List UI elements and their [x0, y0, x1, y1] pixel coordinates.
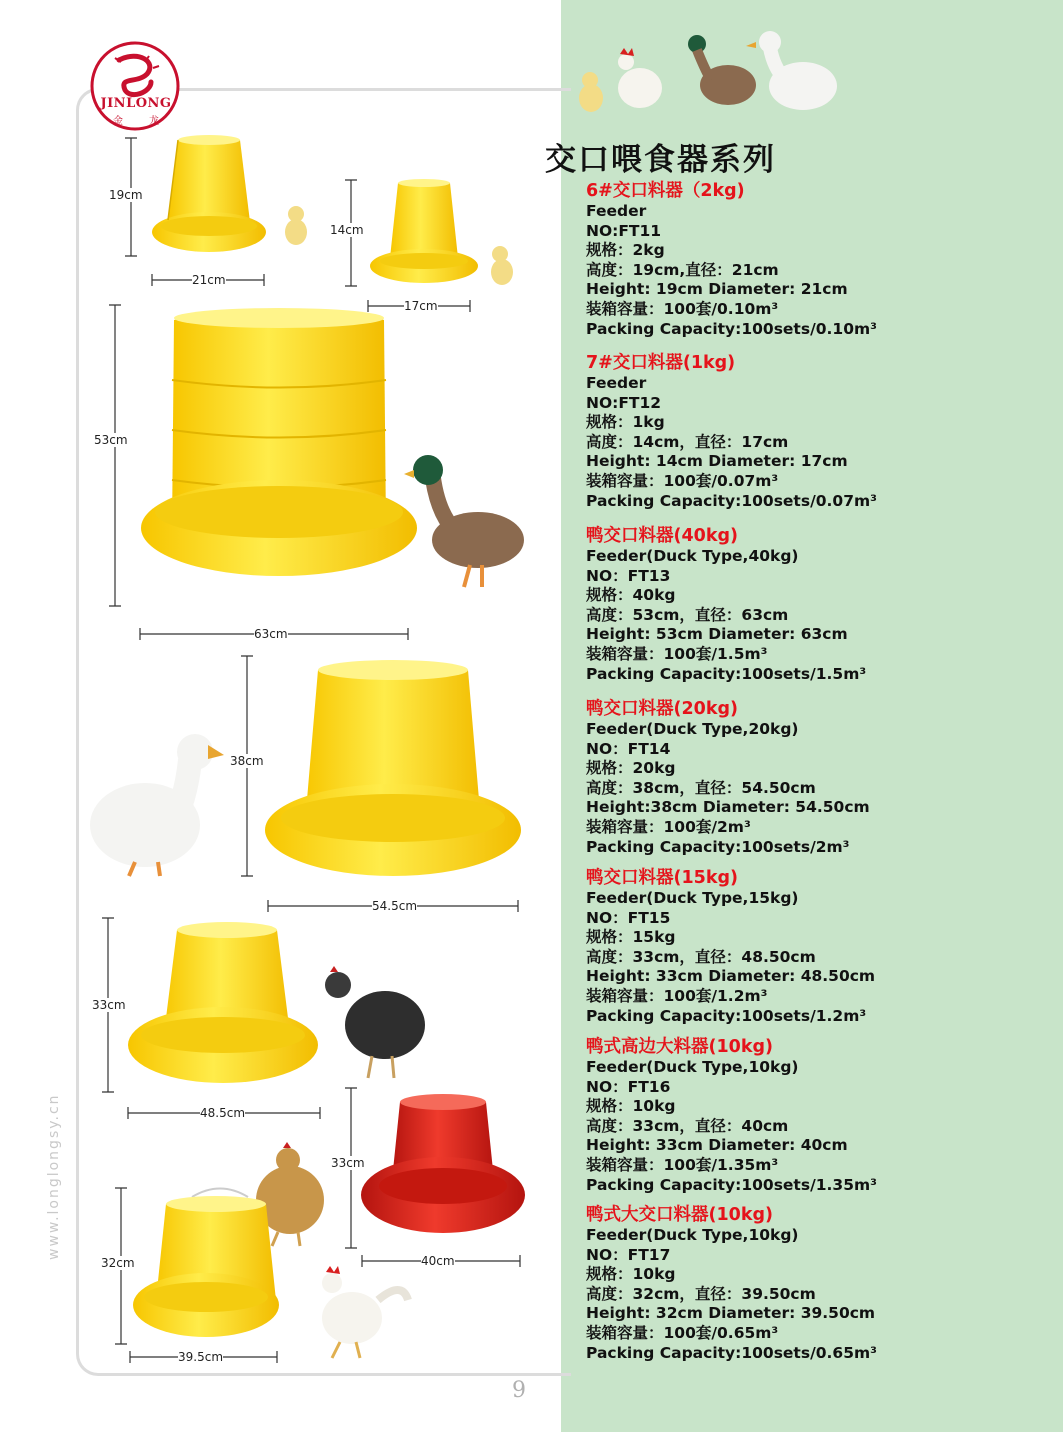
- spec-line: 规格：1kg: [586, 413, 665, 432]
- product-name: 鸭交口料器(40kg): [586, 526, 739, 546]
- dim-label-ft14-height: 38cm: [230, 754, 264, 768]
- dim-label-ft13-diameter: 63cm: [254, 627, 288, 641]
- spec-line: 高度：53cm，直径：63cm: [586, 605, 789, 624]
- spec-block-ft16: [586, 1037, 877, 1195]
- dim-label-ft12-diameter: 17cm: [404, 299, 438, 313]
- spec-line: Height: 32cm Diameter: 39.50cm: [586, 1304, 876, 1323]
- spec-line: 装箱容量：100套/1.35m³: [586, 1155, 779, 1174]
- dim-label-ft11-diameter: 21cm: [192, 273, 226, 287]
- spec-line: 规格：2kg: [586, 241, 665, 260]
- duck-mallard: [404, 455, 524, 587]
- dim-label-ft14-diameter: 54.5cm: [372, 899, 418, 913]
- website-url: www.longlongsy.cn: [46, 1093, 62, 1260]
- spec-line: 规格：15kg: [586, 928, 676, 947]
- feeder-ft16: [361, 1094, 525, 1233]
- spec-line: 高度：38cm，直径：54.50cm: [586, 778, 816, 797]
- dim-label-ft17-diameter: 39.5cm: [178, 1350, 224, 1364]
- spec-block-ft17: [586, 1205, 877, 1363]
- spec-block-ft12: [586, 353, 877, 511]
- spec-line: Feeder: [586, 374, 647, 392]
- header-birds: [579, 31, 837, 112]
- logo-cn-char: 金: [113, 116, 123, 127]
- dim-label-ft12-height: 14cm: [330, 223, 364, 237]
- chick-1: [285, 206, 307, 245]
- spec-line: Feeder: [586, 202, 647, 220]
- spec-line: 规格：10kg: [586, 1265, 676, 1284]
- product-name: 鸭式大交口料器(10kg): [586, 1205, 774, 1225]
- spec-line: 规格：20kg: [586, 759, 676, 778]
- spec-line: 规格：40kg: [586, 586, 676, 605]
- spec-block-ft15: [586, 868, 875, 1026]
- product-name: 7#交口料器(1kg): [586, 353, 736, 373]
- spec-line: Height: 19cm Diameter: 21cm: [586, 280, 848, 299]
- dim-label-ft15-height: 33cm: [92, 998, 126, 1012]
- spec-line: Packing Capacity:100sets/2m³: [586, 837, 850, 856]
- feeder-ft11: [152, 135, 266, 252]
- product-name: 鸭交口料器(15kg): [586, 868, 739, 888]
- logo-brand-text: JINLONG: [100, 96, 172, 111]
- hen-dark: [325, 966, 425, 1078]
- spec-line: Packing Capacity:100sets/1.5m³: [586, 664, 867, 683]
- feeder-ft17: [133, 1189, 279, 1338]
- feeder-ft13: [141, 308, 417, 576]
- spec-block-ft11: [586, 181, 877, 339]
- feeder-ft12: [370, 179, 478, 283]
- spec-line: Height: 53cm Diameter: 63cm: [586, 625, 848, 644]
- spec-line: NO:FT11: [586, 221, 662, 240]
- spec-line: Packing Capacity:100sets/0.10m³: [586, 319, 877, 338]
- product-name: 鸭式高边大料器(10kg): [586, 1037, 774, 1057]
- logo-cn-char: 龙: [149, 116, 159, 127]
- spec-line: Packing Capacity:100sets/1.2m³: [586, 1006, 867, 1025]
- spec-line: NO:FT12: [586, 393, 662, 412]
- spec-line: Feeder(Duck Type,10kg): [586, 1226, 799, 1244]
- spec-line: NO：FT13: [586, 566, 671, 585]
- product-name: 6#交口料器（2kg): [586, 181, 745, 201]
- spec-line: 高度：33cm，直径：40cm: [586, 1116, 789, 1135]
- dim-label-ft16-diameter: 40cm: [421, 1254, 455, 1268]
- feeder-ft14: [265, 660, 521, 876]
- spec-line: 装箱容量：100套/1.2m³: [586, 986, 768, 1005]
- spec-line: Feeder(Duck Type,10kg): [586, 1058, 799, 1076]
- spec-line: NO：FT15: [586, 908, 671, 927]
- spec-block-ft14: [586, 699, 870, 857]
- spec-line: 规格：10kg: [586, 1097, 676, 1116]
- section-title: 交口喂食器系列: [545, 142, 776, 178]
- spec-line: Height: 14cm Diameter: 17cm: [586, 452, 848, 471]
- spec-line: Feeder(Duck Type,15kg): [586, 889, 799, 907]
- product-name: 鸭交口料器(20kg): [586, 699, 739, 719]
- spec-line: Feeder(Duck Type,40kg): [586, 547, 799, 565]
- feeder-ft15: [128, 922, 318, 1083]
- spec-line: Height:38cm Diameter: 54.50cm: [586, 798, 870, 817]
- dim-label-ft17-height: 32cm: [101, 1256, 135, 1270]
- spec-line: Packing Capacity:100sets/0.07m³: [586, 491, 877, 510]
- rooster-white: [322, 1266, 408, 1358]
- dim-label-ft11-height: 19cm: [109, 188, 143, 202]
- dim-label-ft16-height: 33cm: [331, 1156, 365, 1170]
- duck-white: [90, 734, 224, 876]
- page-number: 9: [512, 1378, 526, 1403]
- spec-line: 装箱容量：100套/0.07m³: [586, 471, 779, 490]
- spec-block-ft13: [586, 526, 866, 684]
- spec-line: Height: 33cm Diameter: 40cm: [586, 1136, 848, 1155]
- spec-line: Packing Capacity:100sets/1.35m³: [586, 1175, 877, 1194]
- spec-line: NO：FT17: [586, 1245, 671, 1264]
- spec-line: 装箱容量：100套/1.5m³: [586, 644, 768, 663]
- spec-line: 高度：19cm,直径：21cm: [586, 260, 779, 279]
- spec-line: Packing Capacity:100sets/0.65m³: [586, 1343, 877, 1362]
- spec-line: NO：FT16: [586, 1077, 671, 1096]
- spec-line: 高度：32cm，直径：39.50cm: [586, 1284, 816, 1303]
- spec-line: 装箱容量：100套/2m³: [586, 817, 751, 836]
- spec-line: 装箱容量：100套/0.10m³: [586, 299, 779, 318]
- spec-line: NO：FT14: [586, 739, 671, 758]
- dim-label-ft13-height: 53cm: [94, 433, 128, 447]
- spec-line: Height: 33cm Diameter: 48.50cm: [586, 967, 876, 986]
- spec-line: 高度：33cm，直径：48.50cm: [586, 947, 816, 966]
- chick-2: [491, 246, 513, 285]
- dim-label-ft15-diameter: 48.5cm: [200, 1106, 246, 1120]
- spec-line: 高度：14cm，直径：17cm: [586, 432, 789, 451]
- spec-line: Feeder(Duck Type,20kg): [586, 720, 799, 738]
- spec-line: 装箱容量：100套/0.65m³: [586, 1323, 779, 1342]
